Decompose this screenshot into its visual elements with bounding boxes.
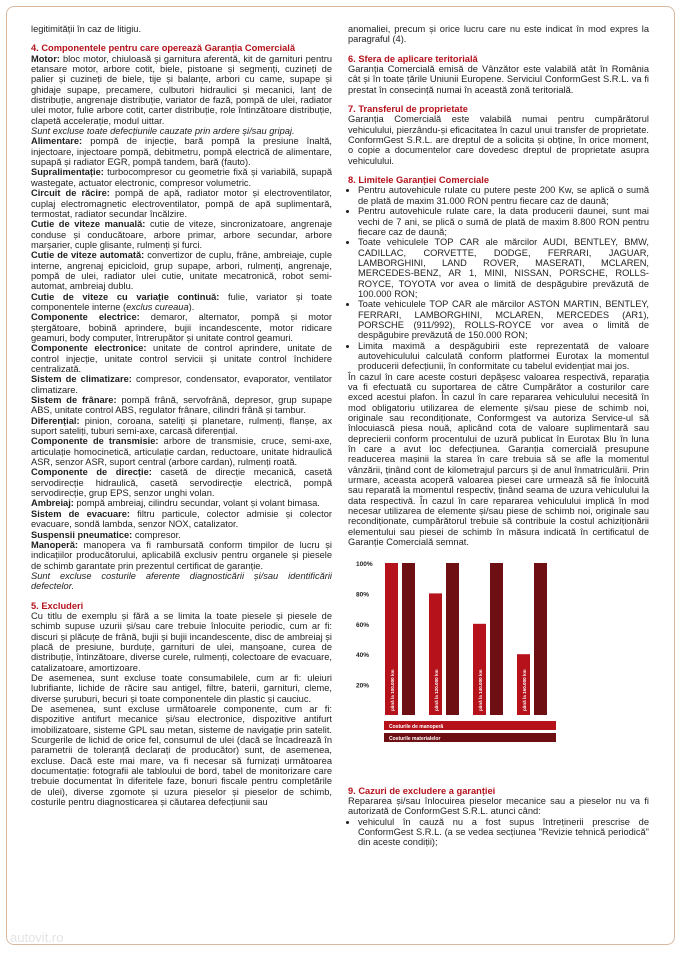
depreciation-chart: [354, 557, 566, 777]
item-ambreiaj: [31, 498, 332, 508]
bar-materiale: [402, 563, 415, 715]
exclusion-note-1: Sunt excluse toate defecțiunile cauzate prin ardere și/sau gripaj.: [31, 126, 295, 137]
item-evacuare: [31, 509, 332, 530]
item-motor: [31, 54, 332, 126]
item-diferential: [31, 416, 332, 437]
y-tick-label: 40%: [356, 651, 370, 659]
label-cutie-automata: Cutie de viteze automată:: [31, 250, 145, 261]
label-supralimentatie: Supralimentație:: [31, 167, 104, 178]
limit-item: • Pentru autovehicule rulate care, la data producerii daunei, sunt mai vechi de 7 ani, se plică o sumă de plată de maxim 8.800 RON pentru fiecare caz de daună;: [358, 206, 649, 237]
right-column: [348, 24, 649, 848]
item-cutie-cvt: [31, 292, 332, 313]
limit-item: • Pentru autovehicule rulate cu putere peste 200 Kw, se aplică o sumă de plată de maxim 31.000 RON pentru fiecare caz de daună;: [358, 185, 649, 206]
label-racire: Circuit de răcire:: [31, 188, 110, 199]
text-ambreiaj: pompă ambreiaj, cilindru secundar, volant și volant bimasa.: [73, 498, 320, 509]
y-tick-label: 60%: [356, 621, 370, 629]
text-franare: pompă frână, servofrână, depresor, grup supape ABS, unitate control ABS, regulator frânare, cilindri frână și tambur.: [31, 395, 333, 416]
y-tick-label: 80%: [356, 590, 370, 598]
section-5-para-1: Cu titlu de exemplu și fără a se limita la toate piesele și piesele de schimb supuse uzurii și/sau care trebuie înlocuite periodic, cum ar fi: discuri și plăcuțe de frână, bujii și bujii incandescente, disc de ambreiaj și placă de presiune, burduțe, garnituri de ulei, manșoane, curea de distribuție, întinzătoare, diverse curele, rulmenți, colectoare de evacuare, catalizatoare, amortizoare.: [31, 610, 332, 673]
text-suspensii: compresor.: [132, 529, 181, 540]
legend-label-manopera: Costurile de manoperă: [389, 723, 444, 730]
section-5-para-2: De asemenea, sunt excluse toate consumabilele, cum ar fi: uleiuri lubrifiante, lichide de răcire sau antigel, filtre, baterii, garnituri, cleme, diverse șuruburi, becuri și toate componentele din plastic și cauciuc.: [31, 672, 332, 704]
text-cutie-cvt-exclus: exclus cureaua: [126, 301, 189, 312]
item-supralimentatie: [31, 167, 332, 188]
label-diferential: Diferențial:: [31, 415, 80, 426]
section-5-title: 5. Excluderi: [31, 600, 84, 611]
label-franare: Sistem de frânare:: [31, 395, 117, 406]
text-cutie-manuala: cutie de viteze, sincronizatoare, angrenaje conduse și conducătoare, arbore primar, arbore secundar, arbore marșarier, cuple glisante, rulmenți și furci.: [31, 219, 332, 250]
watermark: autovit.ro: [10, 930, 64, 945]
text-cutie-cvt-end: ).: [188, 301, 195, 312]
text-cutie-cvt: fulie, variator și toate componentele interne (: [31, 291, 332, 312]
label-evacuare: Sistem de evacuare:: [31, 508, 131, 519]
label-alimentare: Alimentare:: [31, 136, 83, 147]
text-componente-electronice: unitate de control aprindere, unitate de control injecție, unitate control servicii și unitate control închidere centralizată.: [31, 343, 332, 374]
label-climatizare: Sistem de climatizare:: [31, 374, 132, 385]
text-transmisie: arbore de transmisie, cruce, semi-axe, articulație homocinetică, articulație cardan, reductoare, unitate hidraulică ASR, senzor ASR, suport central (arbore cardan), rulmenți roată.: [31, 436, 332, 468]
left-column: [31, 24, 332, 807]
item-franare: [31, 395, 332, 416]
category-label: până la 140.000 km: [478, 668, 483, 711]
section-9-title: 9. Cazuri de excludere a garanției: [348, 785, 496, 796]
category-label: până la 160.000 km: [522, 668, 527, 711]
section-8-text: În cazul în care aceste costuri depășesc valoarea respectivă, reparația va fi efectuată cu suportarea de către Cumpărător a costurilor care exced acestui plafon. În cazul în care repararea vehiculului necesită în mod obligatoriu utilizarea de elemente și/sau piese de schimb noi, originale sau recondiționate, Conformgest va autoriza Service-ul să înlocuiască piesa nouă, aplicând cota de valoare suplimentară sau deprecierii conform procentului de uzură publicat în Eurotax Blu în luna în care a avut loc defecțiunea. Garanția comercială presupune readucerea mașinii la starea în care trebuia să se afle la momentul vânzării, ținând cont de kilometrajul parcurs și de anul înmatriculării. Prin urmare, aceasta acoperă valoarea piesei care urmează să fie înlocuită sau reparată la momentul respectiv, ținând seama de uzura vehiculului la data respectivă. În cazul în care repararea vehiculului implică în mod necesar utilizarea de elemente și/sau piese de schimb noi, originale sau recondiționate, cumpărătorul trebuie să contribuie la costul achiziționării elementului sau piesei de schimb în măsura indicată în certificatul de Garanție Comercială semnat.: [348, 371, 649, 548]
chart-svg: [354, 557, 566, 777]
text-motor: bloc motor, chiuloasă și garnitura aferentă, kit de garnituri pentru etansare motor, arbore cotit, biele, pistoane și segmenți, cuzineți de palier și cuzineți de biele, tije și balanțe, arbori cu came, supape și ghidaje supape, precamere, culbutori hidraulici și mecanici, lanț de distribuție, angrenaje distribuție, variator de fază, pompă de ulei, radiator ulei motor, fulie arbore cotit, carter distribuție, role întinzătoare distribuție, clapetă accelerație, modul uittar.: [31, 53, 332, 126]
category-label: până la 120.000 km: [434, 668, 439, 711]
bar-materiale: [534, 563, 547, 715]
label-motor: Motor:: [31, 53, 60, 64]
label-transmisie: Componente de transmisie:: [31, 436, 159, 447]
text-componente-electrice: demaror, alternator, pompă și motor ștergătoare, bobină aprindere, bujii incandescente, motor ridicare geamuri, body computer, întrerupător și unitate control geamuri.: [31, 312, 332, 343]
intro-text: legitimității în caz de litigiu.: [31, 24, 142, 34]
label-manopera: Manoperă:: [31, 539, 79, 550]
bar-materiale: [446, 563, 459, 715]
exclusion-item: • vehiculul în cauză nu a fost supus întreținerii prescrise de ConformGest S.R.L. (a se vedea secțiunea "Revizie tehnică periodică" din aceste condiții);: [358, 817, 649, 848]
label-directie: Componente de direcție:: [31, 467, 152, 478]
limit-item: • Limita maximă a despăgubirii este reprezentată de valoare autovehiculului calculată conform platformei Eurotax la momentul producerii defecțiunii, în conformitate cu tabelul evidențiat mai jos.: [358, 341, 649, 372]
label-cutie-cvt: Cutie de viteze cu variație continuă:: [31, 291, 220, 302]
label-suspensii: Suspensii pneumatice:: [31, 529, 133, 540]
text-alimentare: pompă de injecție, bară pompă la presiune înaltă, injectoare, injectoare pompă, debitmetru, pompă electrică de alimentare, supapă și radiator EGR, pompă tandem, bară (fauto).: [31, 136, 332, 168]
limit-item: • Toate vehiculele TOP CAR ale mărcilor ASTON MARTIN, BENTLEY, FERRARI, LAMBORGHINI, MCLAREN, MERCEDES (AR1), PORSCHE (911/992), ROLLS-ROYCE vor avea o limită de despăgubire prevăzută de 150.000 RON;: [358, 299, 649, 340]
label-cutie-manuala: Cutie de viteze manuală:: [31, 219, 146, 230]
item-suspensii: [31, 530, 332, 540]
text-manopera: manopera va fi rambursată conform timpilor de lucru și indicațiilor producătorului, aplicabilă exclusiv pentru organele și piesele de schimb garantate prin prezentul certificat de garanție.: [31, 539, 332, 571]
item-racire: [31, 188, 332, 219]
category-label: până la 100.000 km: [390, 668, 395, 711]
item-cutie-manuala: [31, 219, 332, 250]
text-climatizare: compresor, condensator, evaporator, ventilator climatizare.: [31, 374, 332, 395]
label-componente-electrice: Componente electrice:: [31, 312, 140, 323]
bar-materiale: [490, 563, 503, 715]
section-9-text: Repararea și/sau înlocuirea pieselor mecanice sau a pieselor nu va fi autorizată de ConformGest S.R.L. atunci când:: [348, 795, 649, 817]
section-6-title: 6. Sfera de aplicare teritorială: [348, 53, 478, 64]
item-directie: [31, 467, 332, 498]
text-directie: casetă de direcție mecanică, casetă servodirecție hidraulică, casetă servodirecție electrică, pompă servodirecție, grup EPS, senzor unghi volan.: [31, 467, 332, 499]
section-4-title: 4. Componentele pentru care operează Garanția Comercială: [31, 43, 296, 54]
label-componente-electronice: Componente electronice:: [31, 343, 147, 354]
section-8-title: 8. Limitele Garanției Comerciale: [348, 175, 490, 186]
item-climatizare: [31, 374, 332, 395]
item-manopera: [31, 540, 332, 571]
section-8-list: [348, 185, 649, 371]
item-componente-electrice: [31, 312, 332, 343]
section-5-para-3: De asemenea, sunt excluse următoarele componente, cum ar fi: dispozitive antifurt mecanice și/sau electronice, dispozitive antifurt imobilizatoare, sisteme GPL sau metan, sisteme de navigație prin satelit. Scurgerile de lichid de orice fel, consumul de ulei (dacă se încadrează în parametrii de toleranță declarați de producător) sunt, de asemenea, excluse. Dacă este mai mare, va fi necesar să furnizați următoarea documentație: fotografii ale tabloului de bord, tabel de monitorizare care trebuie documentat în diferitele faze, bonuri fiscale pentru completările de ulei), diverse zgomote și uzura pieselor și pieselor de schimb, costurile pentru diagnosticarea și căutarea defecțiunii sau: [31, 704, 332, 808]
limit-item: • Toate vehiculele TOP CAR ale mărcilor AUDI, BENTLEY, BMW, CADILLAC, CORVETTE, DODGE, FERRARI, JAGUAR, LAMBORGHINI, LAND ROVER, MASERATI, MCLAREN, MERCEDES-BENZ, AR 1, MINI, NISSAN, PORSCHE, ROLLS-ROYCE, TOYOTA vor avea o limită de despăgubire prevăzută de 100.000 RON;: [358, 237, 649, 299]
item-cutie-automata: [31, 250, 332, 291]
item-alimentare: [31, 136, 332, 167]
section-9-list: [348, 817, 649, 848]
text-diferential: pinion, coroana, sateliți și planetare, rulmenți, flanșe, ax suport sateliți, tuburi semi-axe, carcasă diferențial.: [31, 415, 332, 437]
label-ambreiaj: Ambreiaj:: [31, 498, 74, 509]
y-tick-label: 100%: [356, 560, 373, 568]
exclusion-note-2: Sunt excluse costurile aferente diagnosticării și/sau identificării defectelor.: [31, 570, 332, 592]
text-supralimentatie: turbocompresor cu geometrie fixă și variabilă, supapă wastegate, actuator electronic, compresor volumetric.: [31, 167, 332, 188]
text-evacuare: filtru particule, colector admisie și colector evacuare, sondă lambda, senzor NOX, catalizator.: [31, 508, 332, 530]
continuation-text: anomaliei, precum și orice lucru care nu este indicat în mod expres la paragraful (4).: [348, 24, 649, 45]
section-7-title: 7. Transferul de proprietate: [348, 104, 468, 115]
text-cutie-automata: convertizor de cuplu, frâne, ambreiaje, cuple interne, angrenaj epicicloid, grup supape, arbori, rulmenți, angrenaje, pompă de ulei, radiator ulei cutie, unitate mecatronică, robot semi-automat, ambreiaj dublu.: [31, 250, 332, 292]
legend-label-materiale: Costurile materialelor: [389, 735, 441, 742]
item-componente-electronice: [31, 343, 332, 374]
text-racire: pompă de apă, radiator motor și electroventilator, cuplaj electromagnetic electroventilator, pompă de apă suplimentară, termostat, radiator secundar încălzire.: [31, 188, 333, 219]
section-6-text: Garanția Comercială emisă de Vânzător este valabilă atât în România cât și în toate țările Uniunii Europene. Serviciul ConformGest S.R.L. va fi prestat în consecință numai în această zonă teritorială.: [348, 64, 649, 95]
item-transmisie: [31, 436, 332, 467]
section-7-text: Garanția Comercială este valabilă numai pentru cumpărătorul vehiculului, pierzându-și eficacitatea în cazul unui transfer de proprietate. ConformGest S.R.L. are dreptul de a solicita și obține, în orice moment, o copie a documentelor care dovedesc dreptul de proprietate asupra vehiculului.: [348, 114, 649, 166]
y-tick-label: 20%: [356, 682, 370, 690]
